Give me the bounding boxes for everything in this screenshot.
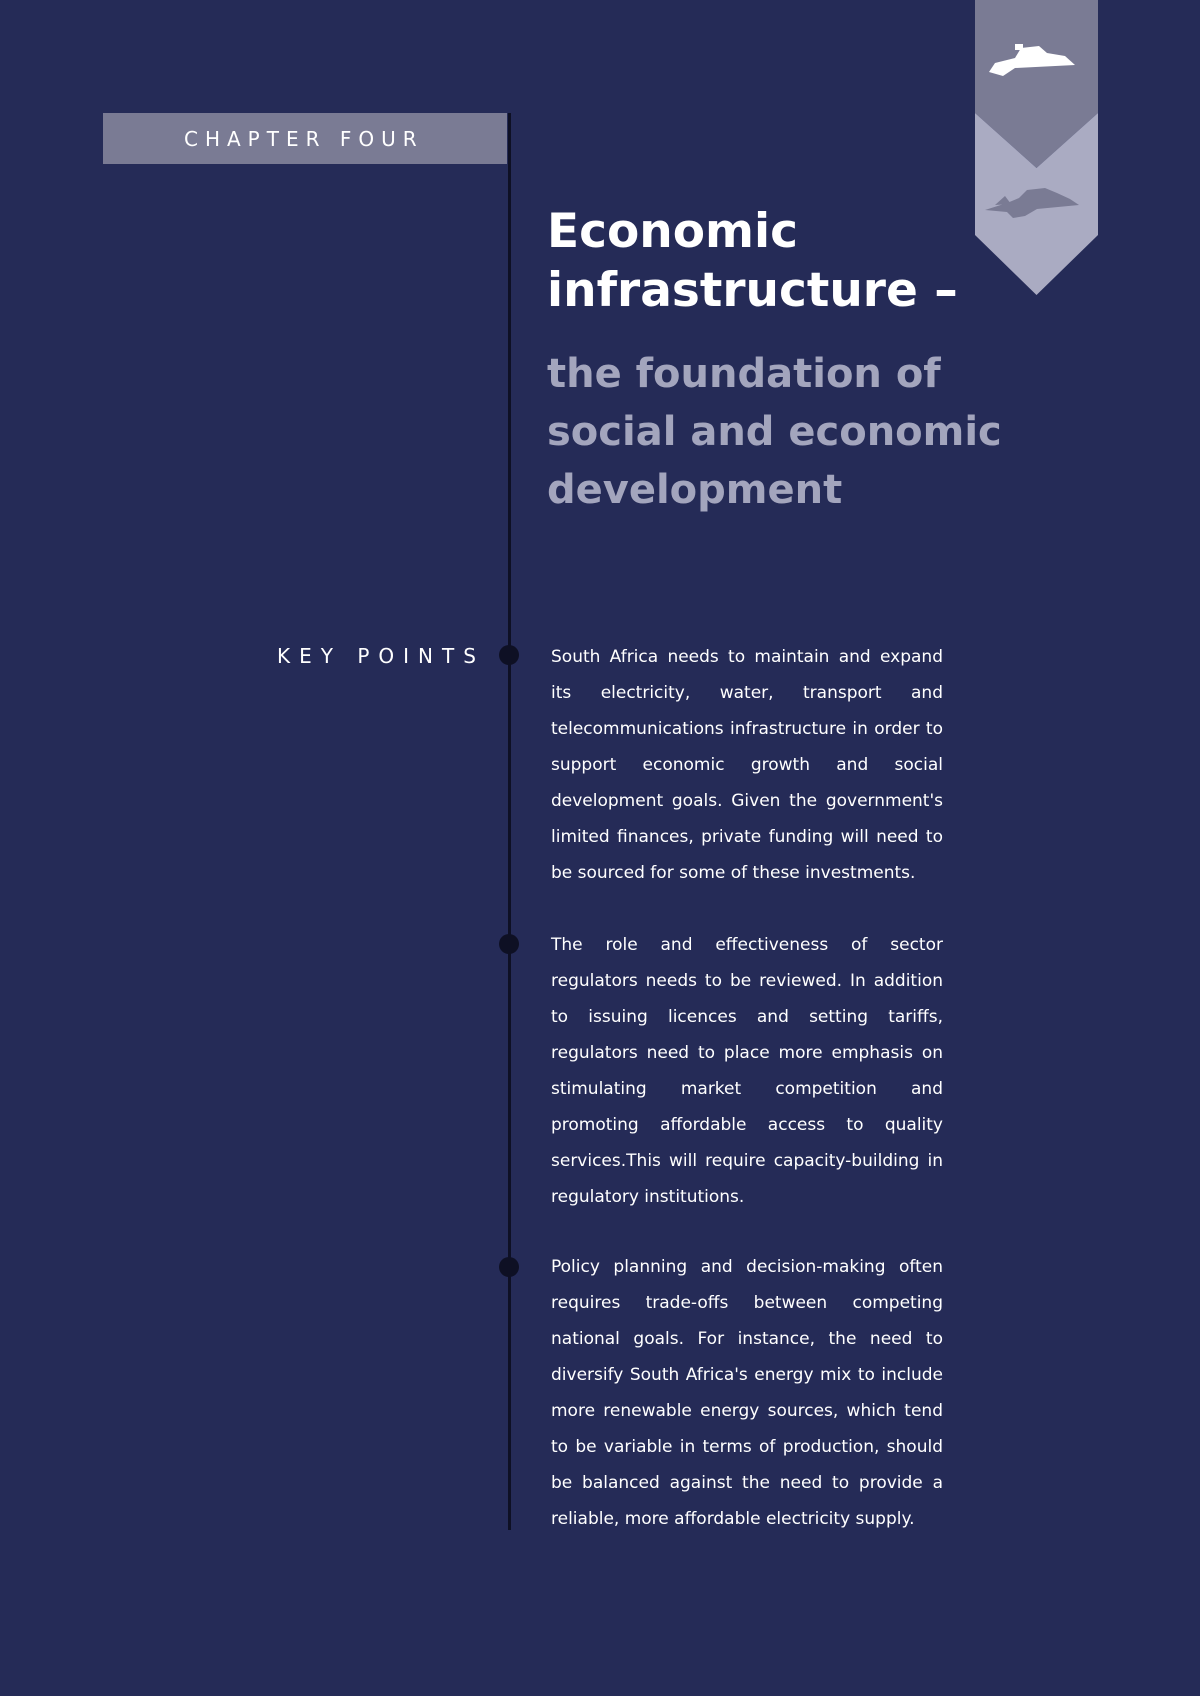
key-point: South Africa needs to maintain and expand its electricity, water, transport and telecommunications infrastructure in order to support economic growth and social development goals. Given the government's limited finances, private funding will need to be sourced for some of these investments. <box>551 647 943 883</box>
timeline-rule <box>508 113 511 1530</box>
chapter-subtitle: the foundation of social and economic development <box>547 351 1002 513</box>
bullet-dot <box>499 1257 519 1277</box>
key-points-label: KEY POINTS <box>277 644 485 668</box>
bullet-dot <box>499 645 519 665</box>
bullet-dot <box>499 934 519 954</box>
chapter-title: Economic infrastructure – <box>547 204 958 318</box>
key-point: The role and effectiveness of sector regulators needs to be reviewed. In addition to issuing licences and setting tariffs, regulators need to place more emphasis on stimulating market competition and promoting affordable access to quality services.This will require capacity-building in regulatory institutions. <box>551 935 943 1207</box>
chapter-label: CHAPTER FOUR <box>184 127 424 151</box>
key-point: Policy planning and decision-making often requires trade-offs between competing national goals. For instance, the need to diversify South Africa's energy mix to include more renewable energy sources, which tend to be variable in terms of production, should be balanced against the need to provide a reliable, more affordable electricity supply. <box>551 1257 943 1529</box>
